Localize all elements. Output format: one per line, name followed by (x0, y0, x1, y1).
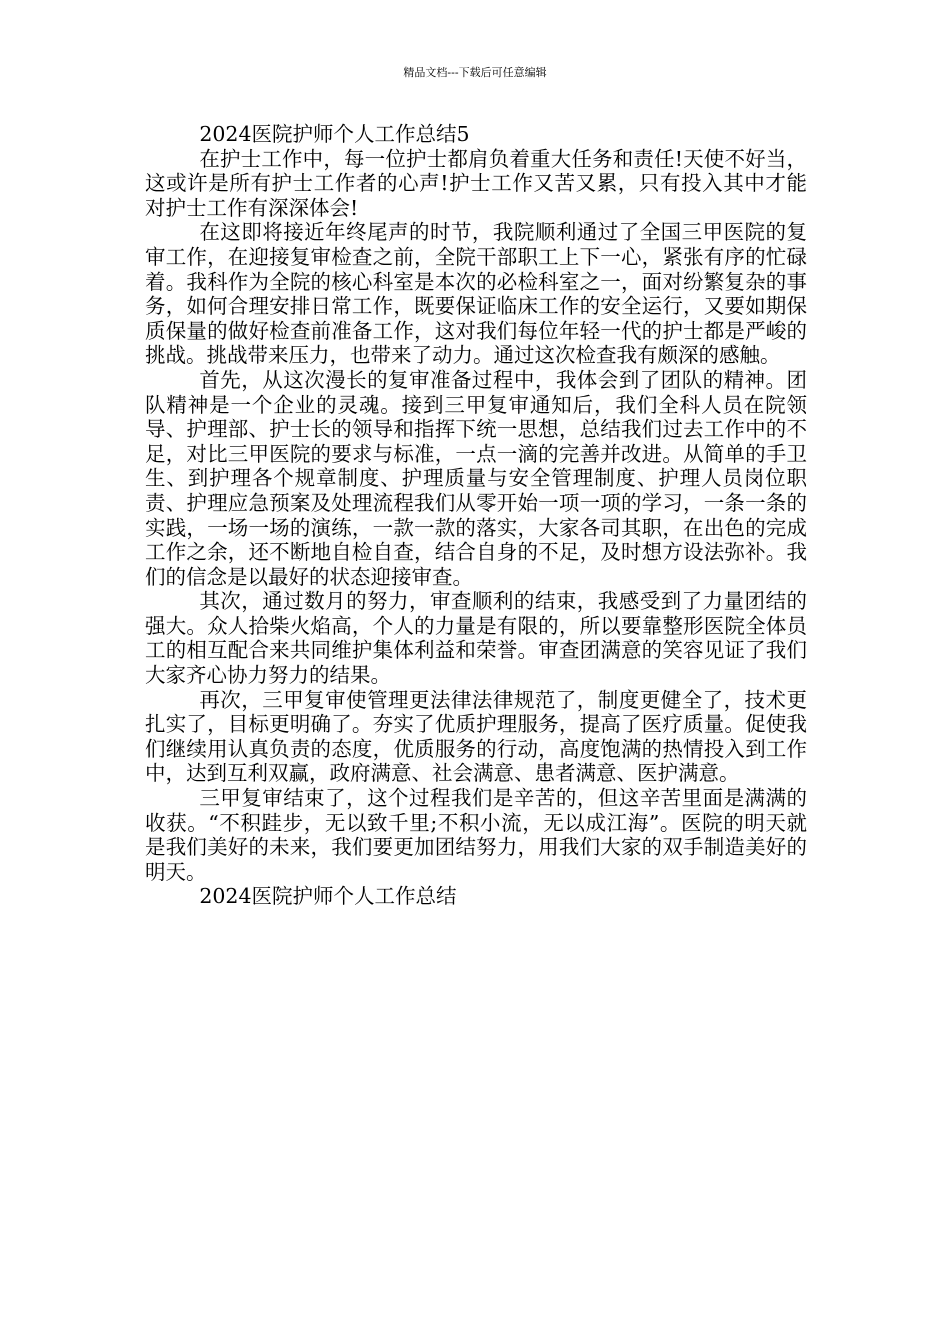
page-header: 精品文档---下载后可任意编辑 (403, 66, 547, 79)
next-section-title: 2024医院护师个人工作总结 (199, 884, 457, 909)
paragraph-third-management: 再次，三甲复审使管理更法律法律规范了，制度更健全了，技术更扎实了，目标更明确了。夯实了优质护理服务，提高了医疗质量。促使我们继续用认真负责的态度，优质服务的行动，高度饱满的热情投入到工作中，达到互利双赢，政府满意、社会满意、患者满意、医护满意。 (145, 687, 807, 786)
paragraph-review-background: 在这即将接近年终尾声的时节，我院顺利通过了全国三甲医院的复审工作，在迎接复审检查之前，全院干部职工上下一心，紧张有序的忙碌着。我科作为全院的核心科室是本次的必检科室之一，面对纷繁复杂的事务，如何合理安排日常工作，既要保证临床工作的安全运行，又要如期保质保量的做好检查前准备工作，这对我们每位年轻一代的护士都是严峻的挑战。挑战带来压力，也带来了动力。通过这次检查我有颇深的感触。 (145, 220, 807, 368)
paragraph-first-teamwork: 首先，从这次漫长的复审准备过程中，我体会到了团队的精神。团队精神是一个企业的灵魂。接到三甲复审通知后，我们全科人员在院领导、护理部、护士长的领导和指挥下统一思想，总结我们过去工作中的不足，对比三甲医院的要求与标准，一点一滴的完善并改进。从简单的手卫生、到护理各个规章制度、护理质量与安全管理制度、护理人员岗位职责、护理应急预案及处理流程我们从零开始一项一项的学习，一条一条的实践，一场一场的演练，一款一款的落实，大家各司其职，在出色的完成工作之余，还不断地自检自查，结合自身的不足，及时想方设法弥补。我们的信念是以最好的状态迎接审查。 (145, 367, 807, 589)
document-body (145, 122, 807, 909)
paragraph-second-unity: 其次，通过数月的努力，审查顺利的结束，我感受到了力量团结的强大。众人拾柴火焰高，个人的力量是有限的，所以要靠整形医院全体员工的相互配合来共同维护集体利益和荣誉。审查团满意的笑容见证了我们大家齐心协力努力的结果。 (145, 589, 807, 688)
document-title: 2024医院护师个人工作总结5 (199, 122, 470, 146)
paragraph-conclusion: 三甲复审结束了，这个过程我们是辛苦的，但这辛苦里面是满满的收获。“不积跬步，无以致千里;不积小流，无以成江海”。医院的明天就是我们美好的未来，我们要更加团结努力，用我们大家的双手制造美好的明天。 (145, 786, 807, 884)
paragraph-intro: 在护士工作中，每一位护士都肩负着重大任务和责任!天使不好当，这或许是所有护士工作者的心声!护士工作又苦又累，只有投入其中才能对护士工作有深深体会! (145, 146, 807, 220)
